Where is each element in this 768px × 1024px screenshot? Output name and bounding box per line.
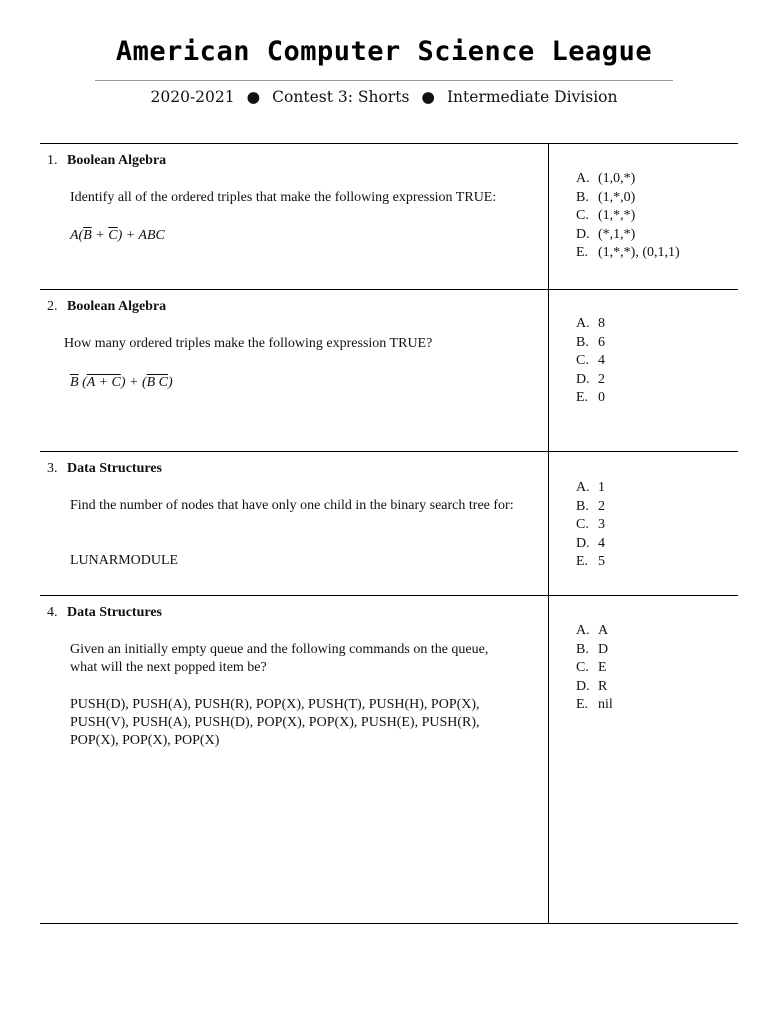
column-divider	[548, 144, 549, 290]
question-text: Given an initially empty queue and the following commands on the queue, what will the next popped item be?	[70, 642, 489, 675]
expr-negated-term: $\overline{B}$	[83, 228, 92, 243]
answer-choice	[576, 226, 680, 245]
answer-choice	[576, 641, 613, 660]
queue-commands: PUSH(D), PUSH(A), PUSH(R), POP(X), PUSH(T), PUSH(H), POP(X), PUSH(V), PUSH(A), PUSH(D), POP(X), POP(X), PUSH(E), PUSH(R), POP(X), POP(X), POP(X)	[70, 697, 480, 748]
expr-negated-term: $\overline{C}$	[108, 228, 118, 243]
choice-letter: E.	[576, 390, 589, 405]
answer-choice	[576, 371, 605, 390]
choice-letter: B.	[576, 498, 589, 514]
choice-letter: D.	[576, 678, 590, 694]
choice-text: A	[598, 623, 609, 638]
choice-text: 5	[598, 554, 605, 569]
column-divider	[548, 596, 549, 923]
expr-part: A(	[70, 228, 84, 243]
title-divider	[95, 80, 673, 81]
question-row-2	[40, 289, 738, 452]
choice-letter: E.	[576, 697, 589, 712]
answer-choice	[576, 535, 605, 554]
choice-letter: E.	[576, 554, 589, 569]
answer-choice	[576, 659, 613, 678]
choice-text: (1,0,*)	[598, 171, 636, 186]
choice-letter: D.	[576, 535, 590, 551]
contest-year: 2020-2021	[150, 88, 235, 106]
expr-negated-term: B C	[146, 375, 168, 390]
question-topic: Data Structures	[67, 461, 163, 476]
answer-choice	[576, 315, 605, 334]
choice-text: 4	[598, 535, 605, 551]
question-number: 3.	[47, 461, 58, 476]
boolean-expression	[70, 374, 173, 392]
question-number: 4.	[47, 605, 58, 620]
question-text: Find the number of nodes that have only one child in the binary search tree for:	[70, 498, 514, 513]
page-title: American Computer Science League	[115, 36, 653, 67]
choice-letter: C.	[576, 208, 589, 223]
division-name: Intermediate Division	[446, 88, 618, 106]
bullet-separator: ●	[421, 88, 435, 106]
answer-choice	[576, 389, 605, 408]
choice-text: 2	[598, 498, 605, 514]
question-row-4	[40, 595, 738, 924]
answer-choice	[576, 678, 613, 697]
choice-letter: B.	[576, 189, 589, 205]
choice-letter: A.	[576, 480, 590, 495]
question-topic: Boolean Algebra	[67, 299, 167, 314]
answer-choices	[576, 170, 680, 263]
choice-text: (1,*,0)	[598, 189, 636, 205]
choice-text: 8	[598, 316, 605, 331]
expr-part: ) + ABC	[117, 228, 165, 243]
input-word: LUNARMODULE	[70, 553, 179, 568]
choice-text: R	[598, 678, 608, 694]
choice-letter: A.	[576, 316, 590, 331]
choice-text: 0	[598, 390, 605, 405]
answer-choice	[576, 553, 605, 572]
choice-text: (1,*,*), (0,1,1)	[598, 245, 680, 260]
contest-subtitle	[0, 88, 768, 106]
question-number: 1.	[47, 153, 58, 168]
question-header	[47, 298, 166, 316]
choice-text: 1	[598, 480, 605, 495]
expr-part: +	[91, 228, 109, 243]
expr-part: (	[78, 375, 87, 390]
answer-choice	[576, 516, 605, 535]
choice-letter: B.	[576, 641, 589, 657]
answer-choices	[576, 622, 613, 715]
answer-choice	[576, 170, 680, 189]
answer-choice	[576, 622, 613, 641]
choice-text: 3	[598, 517, 605, 532]
choice-letter: A.	[576, 171, 590, 186]
question-text: Identify all of the ordered triples that make the following expression TRUE:	[70, 190, 497, 205]
choice-text: 4	[598, 353, 605, 368]
choice-letter: B.	[576, 334, 589, 350]
answer-choices	[576, 479, 605, 572]
column-divider	[548, 290, 549, 452]
choice-letter: C.	[576, 517, 589, 532]
choice-text: (1,*,*)	[598, 208, 636, 223]
boolean-expression	[70, 227, 165, 245]
question-header	[47, 152, 166, 170]
choice-letter: C.	[576, 660, 589, 675]
question-text: How many ordered triples make the following expression TRUE?	[64, 336, 433, 351]
answer-choice	[576, 696, 613, 715]
answer-choice	[576, 479, 605, 498]
answer-choices	[576, 315, 605, 408]
answer-choice	[576, 207, 680, 226]
choice-text: 6	[598, 334, 605, 350]
answer-choice	[576, 244, 680, 263]
choice-letter: C.	[576, 353, 589, 368]
choice-letter: D.	[576, 226, 590, 242]
expr-negated-term: A + C	[86, 375, 121, 390]
answer-choice	[576, 498, 605, 517]
question-row-3	[40, 451, 738, 596]
answer-choice	[576, 334, 605, 353]
column-divider	[548, 452, 549, 596]
question-header	[47, 460, 162, 478]
contest-name: Contest 3: Shorts	[272, 88, 410, 106]
choice-text: 2	[598, 371, 605, 387]
question-header	[47, 604, 162, 622]
expr-negated-term: $\overline{B}$	[70, 375, 79, 390]
answer-choice	[576, 352, 605, 371]
choice-text: (*,1,*)	[598, 226, 636, 242]
expr-part: ) + (	[120, 375, 147, 390]
choice-letter: E.	[576, 245, 589, 260]
bullet-separator: ●	[246, 88, 261, 106]
choice-text: nil	[598, 697, 613, 712]
question-number: 2.	[47, 299, 58, 314]
choice-text: D	[598, 641, 609, 657]
choice-letter: A.	[576, 623, 590, 638]
answer-choice	[576, 189, 680, 208]
question-topic: Boolean Algebra	[67, 153, 167, 168]
choice-letter: D.	[576, 371, 590, 387]
question-topic: Data Structures	[67, 605, 163, 620]
expr-part: )	[168, 375, 173, 390]
question-row-1	[40, 143, 738, 290]
choice-text: E	[598, 660, 607, 675]
